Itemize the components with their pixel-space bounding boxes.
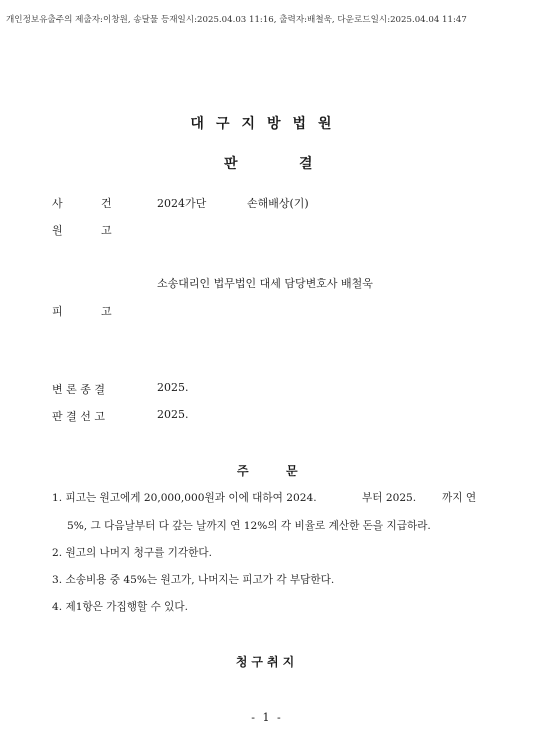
order-item-1a: 1. 피고는 원고에게 20,000,000원과 이에 대하여 2024. [52,492,317,504]
order-item-3: 3. 소송비용 중 45%는 원고가, 나머지는 피고가 각 부담한다. [52,574,335,586]
document-header: 개인정보유출주의 제출자:이창원, 송달물 등재일시:2025.04.03 11:16, 출력자:배철욱, 다운로드일시:2025.04.04 11:47 [6,15,467,25]
plaintiff-label-2: 고 [101,224,112,237]
order-item-1b: 부터 2025. [362,492,417,504]
doc-title-char-1: 판 [224,156,238,172]
case-label-2: 건 [101,197,112,210]
order-item-1d: 5%, 그 다음날부터 다 갚는 날까지 연 12%의 각 비율로 계산한 돈을 지급하라. [67,520,431,532]
closing-date: 2025. [157,381,189,394]
page-number: - 1 - [251,711,283,724]
order-item-4: 4. 제1항은 가집행할 수 있다. [52,601,189,613]
plaintiff-counsel: 소송대리인 법무법인 대세 담당변호사 배철욱 [157,277,373,290]
court-name: 대구지방법원 [190,116,344,132]
defendant-label-1: 피 [52,305,63,318]
defendant-label-2: 고 [101,305,112,318]
order-title-char-2: 문 [286,464,298,478]
sentence-label: 판 결 선 고 [52,410,105,423]
claim-title: 청구취지 [235,655,299,669]
closing-label: 변 론 종 결 [52,383,105,396]
order-title-char-1: 주 [237,464,249,478]
case-label-1: 사 [52,197,63,210]
doc-title-char-2: 결 [299,156,313,172]
plaintiff-label-1: 원 [52,224,63,237]
case-number: 2024가단 [157,197,207,210]
sentence-date: 2025. [157,408,189,421]
case-name: 손해배상(기) [247,197,309,210]
order-item-2: 2. 원고의 나머지 청구를 기각한다. [52,547,212,559]
order-item-1c: 까지 연 [442,492,477,504]
